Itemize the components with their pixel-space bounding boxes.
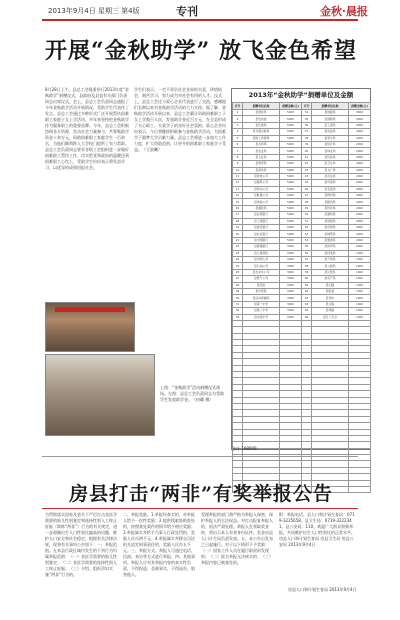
- table-cell: 3000: [280, 263, 302, 269]
- table-cell: 县国土资源局: [243, 135, 280, 141]
- table-cell: 3000: [280, 276, 302, 282]
- notice-footer: 房县人口和计划生育局 2013年9月4日: [288, 587, 357, 592]
- table-cell: 33: [233, 314, 243, 320]
- table-cell: 47: [302, 193, 312, 199]
- table-cell: 3000: [280, 269, 302, 275]
- table-cell: 3000: [280, 314, 302, 320]
- table-cell: 县畜牧局: [312, 212, 349, 218]
- table-cell: 3000: [280, 250, 302, 256]
- table-cell: 县安监局: [312, 186, 349, 192]
- photo-caption: 上图：“金秋助学”活动捐赠仪式现场。左图：县总工会负责同志为受助学生发放助学金。（何璐 摄）: [160, 385, 224, 402]
- issue-meta: 2013年9月4日 星期三 第4版: [48, 7, 140, 15]
- table-cell: 50: [302, 212, 312, 218]
- article-column-2: 学生们表示，一定不辜负社会各界的关爱，珍惜机会，刻苦学习，努力成为对社会有用的人才。仪式上，县总工会还与爱心企业代表进行了交流，感谢他们长期以来对金秋助学活动的大力支持。据了解，金秋助学活动开展以来，县总工会累计资助困难职工子女上学数百人次，发放助学金近百万元，在全县形成了关心职工、关爱学子的良好社会氛围。爱心企业纷纷表示，今后将继续积极参与金秋助学活动，为困难学子圆梦大学贡献力量。县总工会将进一步加大工作力度，扩大资助范围，让更多的困难职工家庭学子受益。（王晨曦）: [134, 87, 226, 152]
- table-cell: 县燃气公司: [243, 276, 280, 282]
- table-cell: 县农业局: [243, 148, 280, 154]
- table-cell: 55: [302, 244, 312, 250]
- table-cell: 39: [302, 141, 312, 147]
- table-cell: 51: [302, 218, 312, 224]
- table-cell: 1000: [349, 288, 371, 294]
- table-cell: 县公路局: [312, 263, 349, 269]
- table-cell: 1000: [349, 269, 371, 275]
- section-divider: [42, 456, 358, 457]
- table-cell: 县质监局: [312, 129, 349, 135]
- notice-column-1: 为贯彻落实国家及省关于严厉打击非医学需要的胎儿性别鉴定和选择性别人工终止妊娠（简称“两非”）行为的有关规定，进一步遏制出生人口性别比偏高的问题，维护人口安全和社会稳定，根据有关法律法规，现将有关事项公告如下：一、举报范围。在本县行政区域内发生的下列行为均属举报范围：（一）非医学需要的胎儿性别鉴定；（二）非医学需要的选择性别人工终止妊娠；（三）介绍、组织孕妇实施“两非”行为的。: [45, 512, 118, 577]
- table-cell: 5000: [280, 205, 302, 211]
- table-cell: 县邮储银行: [243, 244, 280, 250]
- table-cell: 58: [302, 263, 312, 269]
- table-cell: 44: [302, 173, 312, 179]
- table-cell: 31: [233, 301, 243, 307]
- table-cell: 1000: [349, 282, 371, 288]
- table-cell: 2000: [349, 244, 371, 250]
- table-cell: 县人保财险: [243, 250, 280, 256]
- table-cell: 5000: [280, 231, 302, 237]
- table-cell: 县电信公司: [243, 199, 280, 205]
- table-cell: 63: [302, 295, 312, 301]
- table-cell: 1000: [349, 308, 371, 314]
- table-cell: 40: [302, 148, 312, 154]
- table-cell: 5000: [280, 212, 302, 218]
- table-cell: 县供电公司: [243, 173, 280, 179]
- table-cell: 16: [233, 205, 243, 211]
- table-cell: 52: [302, 225, 312, 231]
- table-cell: 3000: [280, 288, 302, 294]
- table-cell: 县工商局: [312, 122, 349, 128]
- table-cell: 2: [233, 116, 243, 122]
- table-cell: 5000: [280, 129, 302, 135]
- table-cell: 2000: [349, 161, 371, 167]
- table-cell: 县卫生局: [312, 161, 349, 167]
- table-cell: 23: [233, 250, 243, 256]
- table-cell: 县档案局: [312, 250, 349, 256]
- header-rule: [42, 19, 358, 21]
- table-cell: 56: [302, 250, 312, 256]
- table-cell: 县财政局: [243, 110, 280, 116]
- table-cell: 11: [233, 173, 243, 179]
- table-cell: 5000: [280, 167, 302, 173]
- table-cell: 3000: [280, 244, 302, 250]
- table-cell: 县农商银行: [243, 212, 280, 218]
- table-cell: 53: [302, 231, 312, 237]
- table-cell: 县文广局: [312, 167, 349, 173]
- table-cell: 18: [233, 218, 243, 224]
- table-cell: 5000: [280, 110, 302, 116]
- table-cell: 县人社局: [243, 154, 280, 160]
- table-cell: 县移动公司: [243, 186, 280, 192]
- table-cell: 2000: [349, 186, 371, 192]
- table-cell: 县实验中学: [243, 314, 280, 320]
- table-cell: 县邮政局: [243, 205, 280, 211]
- table-cell: 1000: [349, 314, 371, 320]
- table-cell: 县国税局: [312, 116, 349, 122]
- table-cell: 36: [302, 122, 312, 128]
- column-header: 序号: [233, 103, 243, 110]
- table-cell: 2000: [349, 122, 371, 128]
- table-cell: 5000: [280, 225, 302, 231]
- notice-rule: [42, 508, 358, 509]
- table-cell: 5000: [280, 161, 302, 167]
- table-cell: 3000: [280, 282, 302, 288]
- ceremony-photo-1: [45, 302, 135, 352]
- table-cell: 县统计局: [312, 141, 349, 147]
- table-cell: 县自来水公司: [243, 269, 280, 275]
- table-cell: 7: [233, 148, 243, 154]
- donation-total: 合计 168000: [232, 446, 257, 451]
- table-cell: 县发改委: [243, 116, 280, 122]
- table-cell: 团县委: [312, 288, 349, 294]
- table-cell: 1000: [349, 276, 371, 282]
- table-cell: 24: [233, 256, 243, 262]
- table-cell: 2000: [349, 141, 371, 147]
- table-cell: 县联通公司: [243, 193, 280, 199]
- article-column-1: 8月28日上午，县总工会隆重举行2013年度“金秋助学”捐赠仪式，县政府及县直有关部门负责同志出席仪式。会上，县总工会负责同志通报了今年金秋助学活动开展情况，受助学生代表作了发言。县总工会通过多种形式广泛开展帮扶困难职工家庭子女上学活动，多年来坚持把金秋助学作为服务职工的重要品牌。今年，县总工会积极协调各方资源，发动社会力量参与，共筹集助学资金十余万元，资助困难职工家庭学生一百余名，为他们顺利跨入大学校门提供了有力帮助。县总工会负责同志要求各级工会组织进一步做好困难职工帮扶工作，切实把党和政府的温暖送到困难职工心坎上，受助学生纷纷表示将发奋学习，以优异的成绩回报社会。: [45, 87, 129, 170]
- table-cell: 县物价局: [312, 193, 349, 199]
- table-cell: 2000: [349, 231, 371, 237]
- table-cell: 县商务局: [243, 167, 280, 173]
- table-cell: 2000: [349, 237, 371, 243]
- ceremony-photo-2: [45, 354, 155, 436]
- table-cell: 3000: [349, 116, 371, 122]
- table-cell: 3000: [280, 295, 302, 301]
- column-header: 捐赠金额(元): [280, 103, 302, 110]
- table-cell: 25: [233, 263, 243, 269]
- table-cell: 2000: [349, 180, 371, 186]
- table-cell: 34: [302, 110, 312, 116]
- table-cell: 5000: [280, 122, 302, 128]
- table-cell: 3000: [280, 308, 302, 314]
- notice-column-4: 附：举报电话。县人口和计划生育局：0719-3225658。县卫生局：0719-3222341。县公安局：110。欢迎广大群众积极举报，共同维护出生人口性别比的正常水平。房县人口和计划生育局 房县卫生局 房县公安局 2013年9月4日: [279, 512, 355, 547]
- table-cell: 县石油公司: [243, 263, 280, 269]
- table-cell: 2000: [349, 205, 371, 211]
- table-cell: 2000: [349, 193, 371, 199]
- table-cell: 5000: [280, 180, 302, 186]
- table-cell: 2000: [349, 148, 371, 154]
- table-cell: 2000: [349, 218, 371, 224]
- table-cell: 37: [302, 129, 312, 135]
- table-cell: 13: [233, 186, 243, 192]
- table-cell: 3: [233, 122, 243, 128]
- table-cell: 28: [233, 282, 243, 288]
- notice-column-2: 二、举报奖励。1.举报经查实的，对举报人给予一次性奖励；2.提供线索协助查处的，按照查处案件的情节给予相应奖励；3.举报属实并给予当事人行政处罚的，奖励人民币两千元；4.举报属实并移交司法机关追究刑事责任的，奖励人民币五千元。三、举报方式。举报人可通过电话、信函、来访等方式进行举报。四、其他事项。举报人应对其举报内容的真实性负责，不得捏造、歪曲事实，不得诬告、陷害他人。: [123, 512, 195, 577]
- table-cell: 41: [302, 154, 312, 160]
- table-cell: 县农业银行: [243, 231, 280, 237]
- notice-column-3: 受理举报的部门将严格为举报人保密，保护举报人的合法权益。对打击报复举报人的，依法严肃处理。举报人在领取奖金时，须出示本人有效身份证件。奖金由县人口计生局负责发放。五、本公告自发布之日起施行。对于以下情形不予奖励：（一）国家工作人员在履行职责时发现的；（二）匿名举报无法核实的；（三）举报内容已被查处的。: [201, 512, 273, 565]
- table-cell: 县教育局: [243, 161, 280, 167]
- table-cell: 2000: [349, 135, 371, 141]
- table-cell: 县林业局: [312, 148, 349, 154]
- column-header: 捐赠单位名称: [243, 103, 280, 110]
- column-header: 序号: [302, 103, 312, 110]
- table-cell: 县审计局: [312, 135, 349, 141]
- table-cell: 县烟草公司: [243, 180, 280, 186]
- table-cell: 县红十字会: [312, 314, 349, 320]
- table-cell: 6: [233, 141, 243, 147]
- table-cell: 县第二中学: [243, 308, 280, 314]
- table-cell: 1000: [349, 263, 371, 269]
- table-cell: 县体育局: [312, 244, 349, 250]
- table-cell: 22: [233, 244, 243, 250]
- table-cell: 48: [302, 199, 312, 205]
- table-cell: 1000: [349, 256, 371, 262]
- table-cell: 1000: [349, 295, 371, 301]
- table-cell: 县环保局: [312, 180, 349, 186]
- table-cell: 5000: [280, 218, 302, 224]
- table-cell: 10: [233, 167, 243, 173]
- table-cell: 5000: [280, 154, 302, 160]
- table-cell: 1: [233, 110, 243, 116]
- table-cell: 49: [302, 205, 312, 211]
- table-cell: 县文联: [312, 301, 349, 307]
- table-cell: 62: [302, 288, 312, 294]
- table-cell: 县气象局: [312, 256, 349, 262]
- table-cell: 县旅游局: [312, 237, 349, 243]
- column-header: 捐赠金额(元): [349, 103, 371, 110]
- table-cell: 32: [233, 308, 243, 314]
- table-cell: 27: [233, 276, 243, 282]
- table-cell: 县民政局: [312, 154, 349, 160]
- table-cell: 县科协: [312, 295, 349, 301]
- table-cell: 县第一中学: [243, 301, 280, 307]
- donation-table: [232, 102, 371, 493]
- table-cell: 5000: [280, 173, 302, 179]
- table-cell: 29: [233, 288, 243, 294]
- table-cell: 64: [302, 301, 312, 307]
- donation-table-title: 2013年“金秋助学”捐赠单位及金额: [248, 91, 354, 99]
- table-cell: 60: [302, 276, 312, 282]
- table-cell: 65: [302, 308, 312, 314]
- table-cell: 12: [233, 180, 243, 186]
- table-cell: 61: [302, 282, 312, 288]
- table-cell: 9: [233, 161, 243, 167]
- table-cell: 5000: [280, 116, 302, 122]
- table-cell: 5000: [280, 199, 302, 205]
- article-headline: 开展“金秋助学” 放飞金色希望: [45, 38, 357, 64]
- table-cell: 5000: [280, 193, 302, 199]
- table-cell: 2000: [349, 173, 371, 179]
- table-cell: 县妇联: [312, 282, 349, 288]
- notice-headline: 房县打击“两非”有奖举报公告: [69, 483, 333, 505]
- table-cell: 5000: [280, 141, 302, 147]
- table-cell: 县妇幼保健院: [243, 295, 280, 301]
- table-cell: 县运管所: [312, 269, 349, 275]
- table-cell: 县残联: [312, 308, 349, 314]
- table-cell: 县科技局: [312, 205, 349, 211]
- table-cell: 2000: [349, 225, 371, 231]
- table-cell: 19: [233, 225, 243, 231]
- table-cell: 45: [302, 180, 312, 186]
- table-cell: 5000: [280, 148, 302, 154]
- table-cell: 县粮食局: [312, 199, 349, 205]
- table-cell: 县建设银行: [243, 225, 280, 231]
- table-cell: 3000: [349, 110, 371, 116]
- table-cell: 20: [233, 231, 243, 237]
- table-cell: 15: [233, 199, 243, 205]
- table-cell: 1000: [349, 301, 371, 307]
- table-cell: 县中国人寿: [243, 256, 280, 262]
- table-cell: 县住建局: [243, 122, 280, 128]
- table-cell: 县房管局: [312, 225, 349, 231]
- table-cell: 县房产局: [312, 276, 349, 282]
- table-cell: 5000: [280, 186, 302, 192]
- table-cell: 3000: [280, 301, 302, 307]
- table-cell: 县中国银行: [243, 237, 280, 243]
- table-cell: 59: [302, 269, 312, 275]
- table-cell: 30: [233, 295, 243, 301]
- table-cell: 35: [302, 116, 312, 122]
- table-cell: 县司法局: [312, 173, 349, 179]
- table-cell: 66: [302, 314, 312, 320]
- table-cell: 县水利局: [243, 141, 280, 147]
- table-cell: 5: [233, 135, 243, 141]
- table-header-row: [233, 103, 371, 110]
- table-cell: 县城管局: [312, 231, 349, 237]
- table-cell: 县中医院: [243, 288, 280, 294]
- table-cell: 21: [233, 237, 243, 243]
- page-header: [0, 0, 400, 20]
- column-header: 捐赠单位名称: [312, 103, 349, 110]
- table-cell: 54: [302, 237, 312, 243]
- table-cell: 5000: [280, 135, 302, 141]
- section-title: 专刊: [176, 5, 198, 18]
- table-cell: 5000: [280, 237, 302, 243]
- table-cell: 1000: [349, 250, 371, 256]
- table-cell: 县规划局: [312, 218, 349, 224]
- table-cell: 14: [233, 193, 243, 199]
- table-cell: 2000: [349, 167, 371, 173]
- table-cell: 38: [302, 135, 312, 141]
- table-cell: 2000: [349, 129, 371, 135]
- table-cell: 3000: [280, 256, 302, 262]
- table-cell: 2000: [349, 154, 371, 160]
- table-cell: 42: [302, 161, 312, 167]
- table-cell: 县地税局: [312, 110, 349, 116]
- table-cell: 4: [233, 129, 243, 135]
- table-cell: 57: [302, 256, 312, 262]
- table-cell: 26: [233, 269, 243, 275]
- table-cell: 县交通运输局: [243, 129, 280, 135]
- table-cell: 8: [233, 154, 243, 160]
- table-cell: 县工商银行: [243, 218, 280, 224]
- table-cell: 17: [233, 212, 243, 218]
- table-cell: 43: [302, 167, 312, 173]
- table-cell: 2000: [349, 199, 371, 205]
- table-cell: 2000: [349, 212, 371, 218]
- table-cell: 县医院: [243, 282, 280, 288]
- newspaper-logo: 金秋·晨报: [320, 5, 368, 18]
- table-cell: 46: [302, 186, 312, 192]
